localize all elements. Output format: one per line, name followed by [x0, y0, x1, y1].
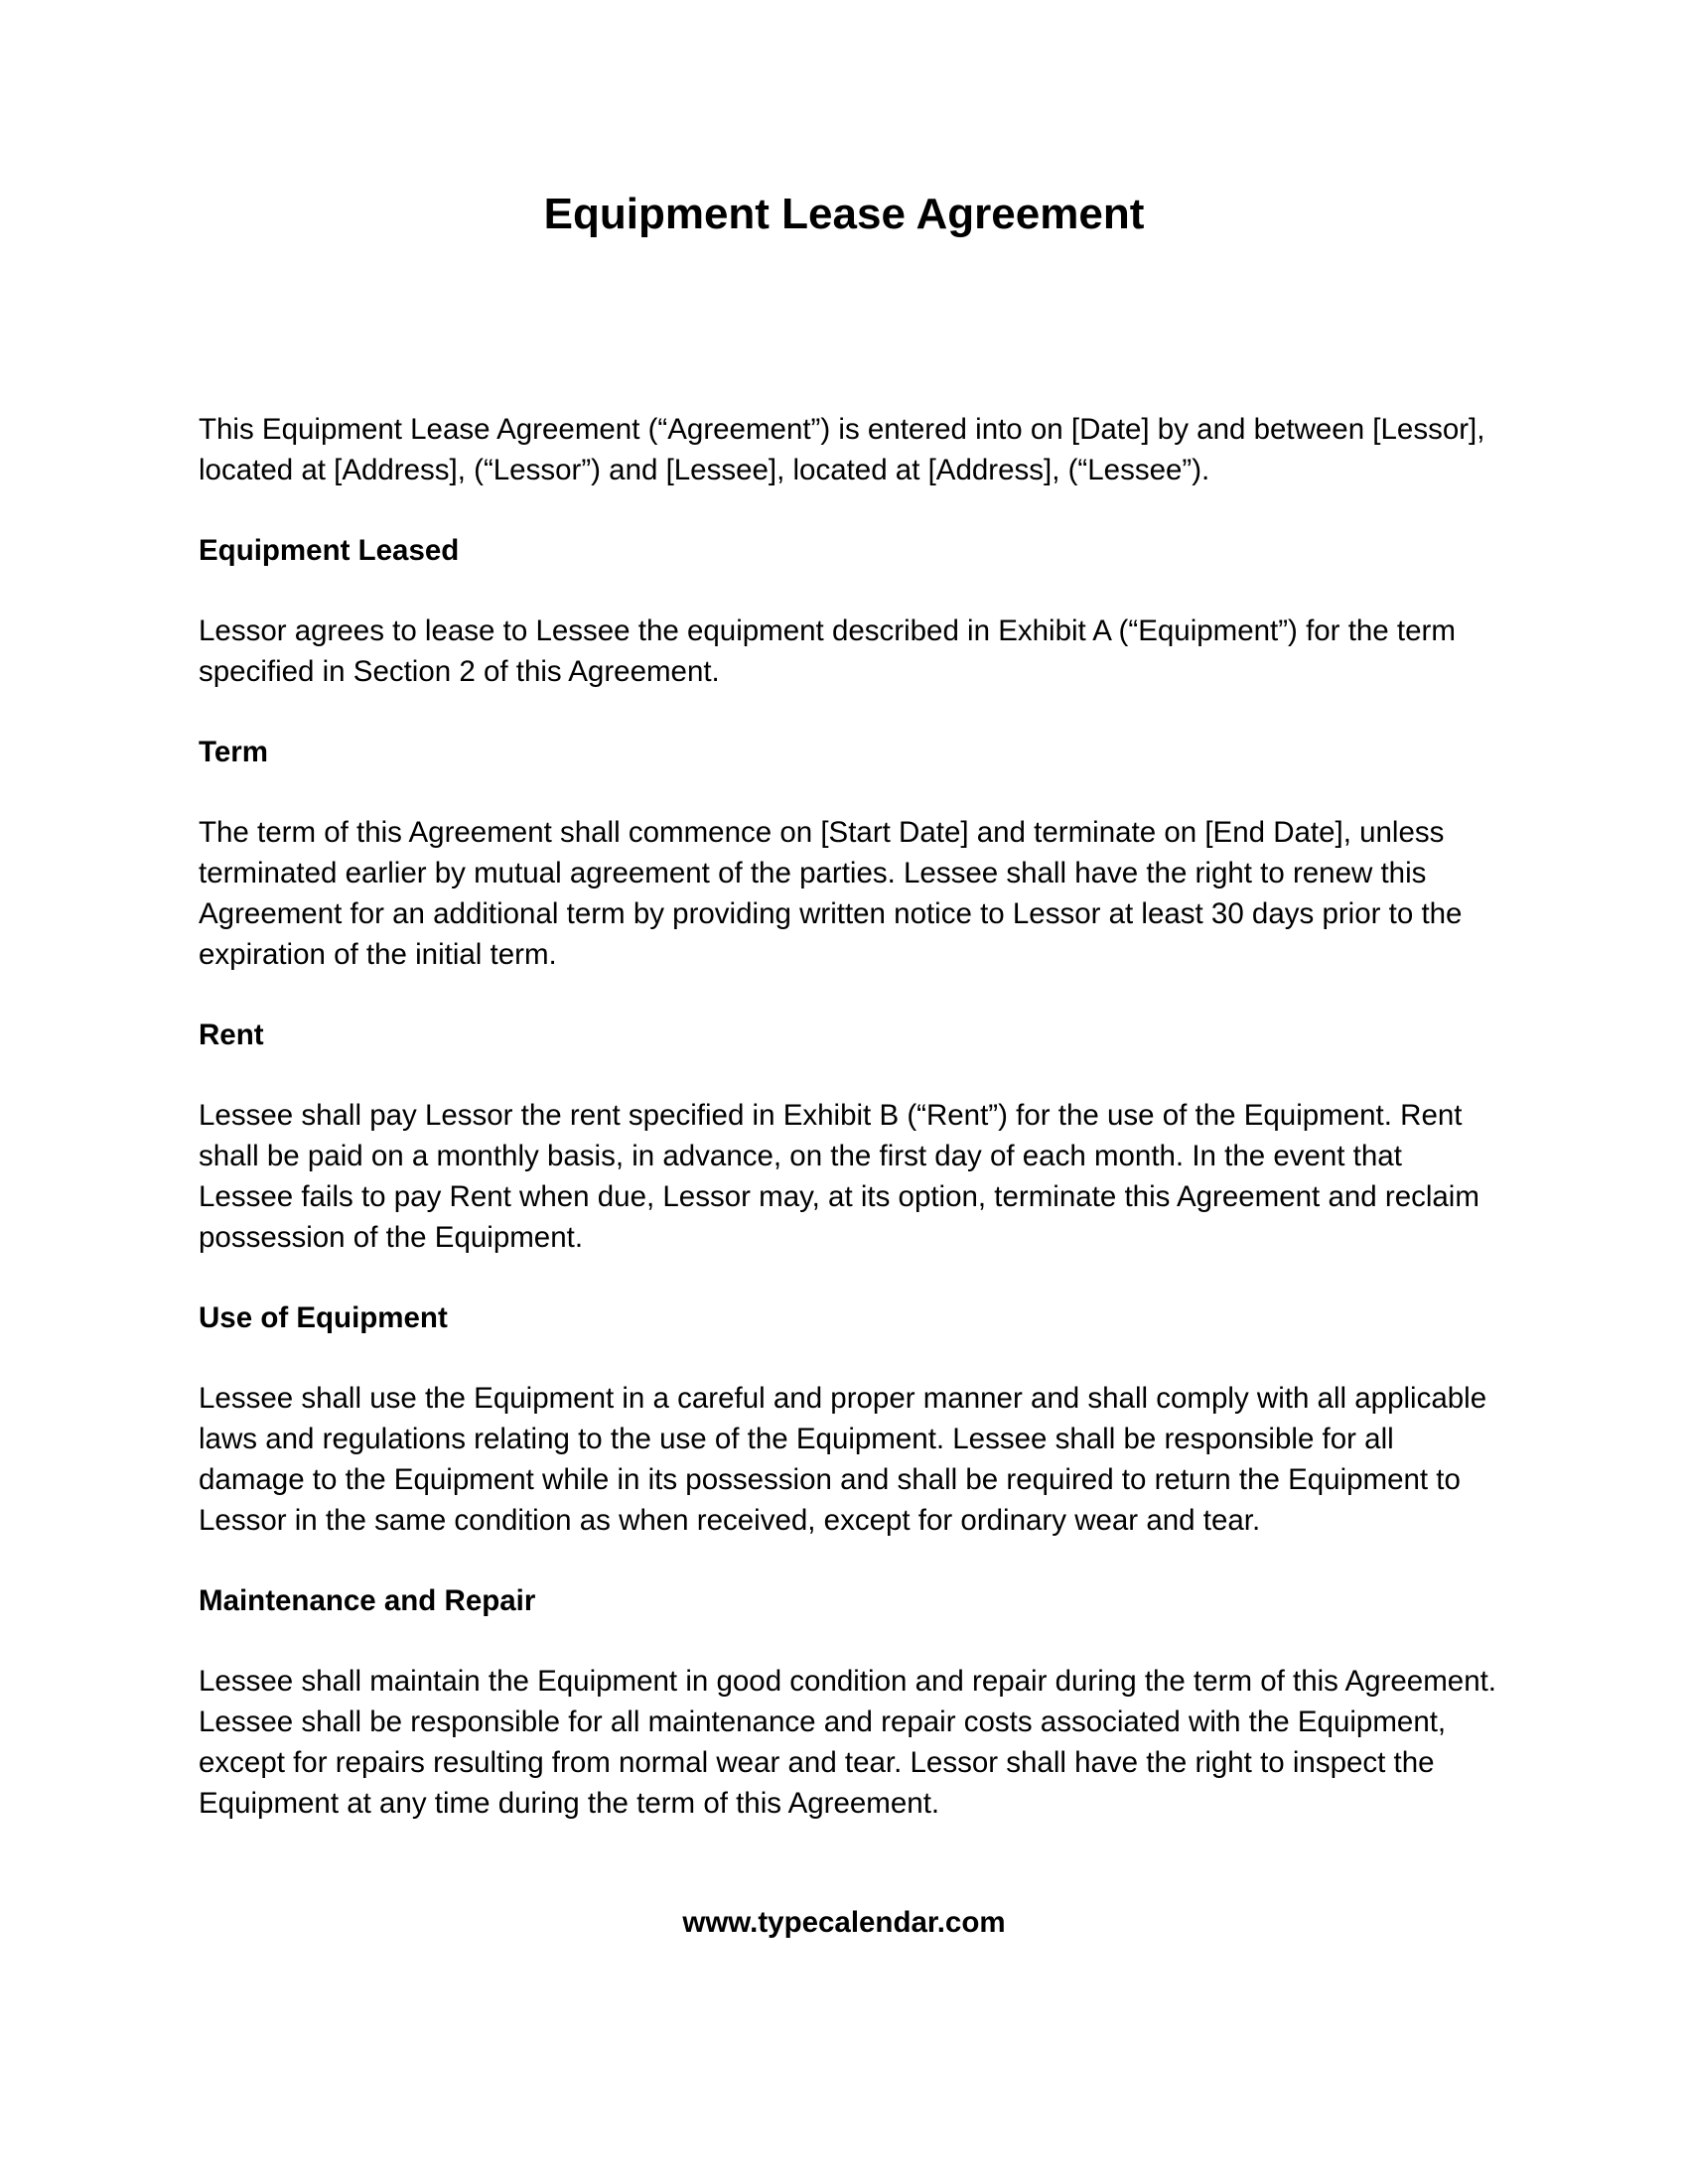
section-heading-rent: Rent: [199, 1019, 264, 1051]
section-text-use-of-equipment: Lessee shall use the Equipment in a careful and proper manner and shall comply with all applicable laws and regulations relating to the use of the Equipment. Lessee shall be responsible for all damage to the Equipment while in its possession and shall be required to return the Equipment to Lessor in the same condition as when received, except for ordinary wear and tear.: [199, 1382, 1487, 1537]
document-body: [199, 409, 1499, 1863]
intro-paragraph: This Equipment Lease Agreement (“Agreement”) is entered into on [Date] by and between [Lessor], located at [Address], (“Lessor”) and [Lessee], located at [Address], (“Lessee”).: [199, 413, 1485, 486]
section-text-equipment-leased: Lessor agrees to lease to Lessee the equipment described in Exhibit A (“Equipment”) for the term specified in Section 2 of this Agreement.: [199, 614, 1456, 688]
section-heading-equipment-leased: Equipment Leased: [199, 534, 460, 567]
section-text-maintenance-and-repair: Lessee shall maintain the Equipment in good condition and repair during the term of this Agreement. Lessee shall be responsible for all maintenance and repair costs associated with the Equipment, except for repairs resulting from normal wear and tear. Lessor shall have the right to inspect the Equipment at any time during the term of this Agreement.: [199, 1665, 1496, 1820]
section-heading-term: Term: [199, 736, 268, 768]
section-heading-maintenance-and-repair: Maintenance and Repair: [199, 1584, 536, 1617]
section-heading-use-of-equipment: Use of Equipment: [199, 1301, 448, 1334]
footer-website: www.typecalendar.com: [682, 1906, 1006, 1939]
section-text-rent: Lessee shall pay Lessor the rent specified in Exhibit B (“Rent”) for the use of the Equipment. Rent shall be paid on a monthly basis, in advance, on the first day of each month. In the event that Lessee fails to pay Rent when due, Lessor may, at its option, terminate this Agreement and reclaim possession of the Equipment.: [199, 1099, 1479, 1254]
section-text-term: The term of this Agreement shall commence on [Start Date] and terminate on [End Date], unless terminated earlier by mutual agreement of the parties. Lessee shall have the right to renew this Agreement for an additional term by providing written notice to Lessor at least 30 days prior to the expiration of the initial term.: [199, 816, 1463, 971]
document-title: Equipment Lease Agreement: [543, 190, 1145, 238]
